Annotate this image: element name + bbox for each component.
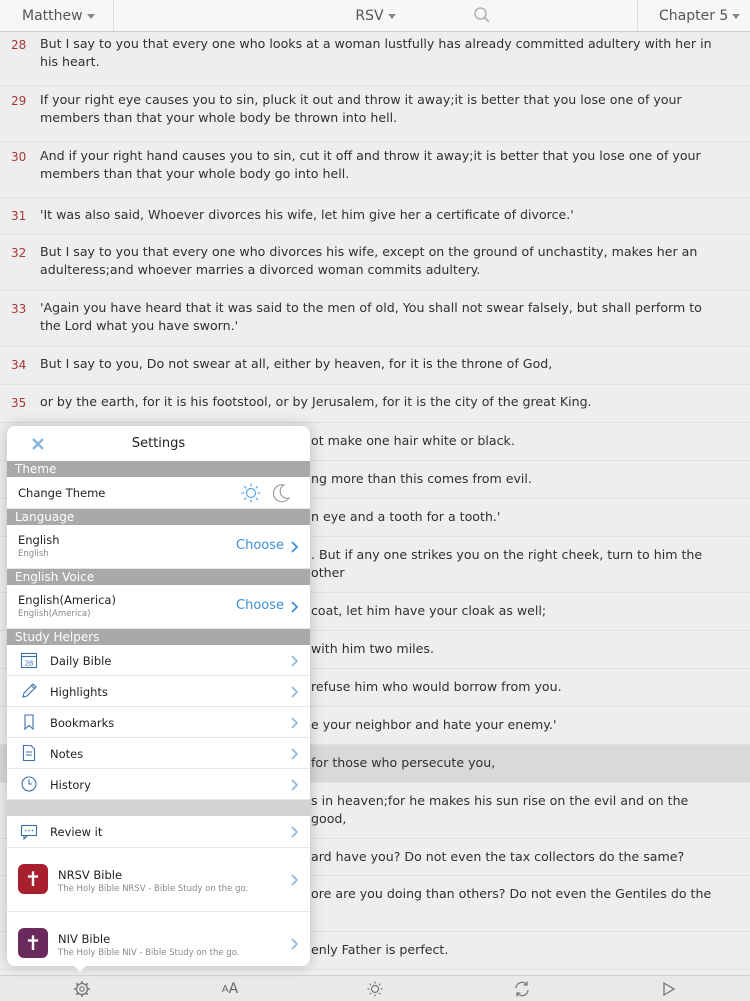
chevron-right-icon [291, 655, 298, 667]
language-sub: English [18, 549, 49, 559]
close-icon[interactable] [30, 436, 46, 452]
nrsv-bible-app-icon: ✝ [18, 864, 48, 894]
verse-text: But I say to you, Do not swear at all, either by heaven, for it is the throne of God, [40, 356, 553, 371]
font-size-button[interactable] [218, 979, 242, 999]
verse-text: for those who persecute you, [311, 755, 496, 770]
highlights-row[interactable] [7, 676, 310, 707]
verse-number: 35 [11, 396, 27, 410]
review-row[interactable] [7, 816, 310, 848]
sync-icon[interactable] [512, 979, 532, 999]
language-section-header: Language [7, 509, 310, 525]
notes-label: Notes [50, 747, 84, 761]
verse-text: with him two miles. [311, 641, 434, 656]
niv-bible-app-icon: ✝ [18, 928, 48, 958]
popover-arrow [70, 962, 90, 972]
play-icon[interactable] [658, 979, 678, 999]
language-row[interactable] [7, 525, 310, 569]
chevron-down-icon [388, 14, 396, 19]
voice-sub: English(America) [18, 609, 91, 619]
chevron-right-icon [291, 779, 298, 791]
search-icon[interactable] [472, 5, 492, 25]
voice-value: English(America) [18, 593, 116, 607]
history-label: History [50, 778, 91, 792]
notes-row[interactable] [7, 738, 310, 769]
verse-number: 34 [11, 358, 27, 372]
settings-header [7, 426, 310, 461]
chevron-right-icon [291, 748, 298, 760]
niv-app-subtitle: The Holy Bible NIV - Bible Study on the go. [58, 948, 240, 958]
calendar-icon [20, 651, 38, 669]
chevron-right-icon [291, 826, 298, 838]
verse-text: enly Father is perfect. [311, 942, 449, 957]
topbar-center [114, 0, 637, 31]
verse-text: n eye and a tooth for a tooth.' [311, 509, 501, 524]
chevron-right-icon [291, 601, 298, 613]
verse-text: or by the earth, for it is his footstool, or by Jerusalem, for it is the city of the great King. [40, 394, 592, 409]
sun-icon[interactable] [240, 482, 262, 504]
verse-text: If your right eye causes you to sin, pluck it out and throw it away;it is better that you lose one of your members than that your whole body be thrown into hell. [40, 92, 682, 125]
chapter-label: Chapter 5 [659, 7, 729, 24]
verse-text: 'It was also said, Whoever divorces his wife, let him give her a certificate of divorce.' [40, 207, 574, 222]
verse-number: 30 [11, 150, 27, 164]
niv-app-row[interactable] [7, 912, 310, 966]
font-size-small-glyph: A [221, 983, 229, 995]
daily-bible-row[interactable] [7, 645, 310, 676]
version-selector[interactable] [355, 8, 395, 24]
bookmarks-label: Bookmarks [50, 716, 115, 730]
section-spacer [7, 800, 310, 816]
top-navigation-bar [0, 0, 750, 32]
nrsv-app-row[interactable] [7, 848, 310, 912]
verse-text: s in heaven;for he makes his sun rise on the evil and on the good, [311, 793, 689, 826]
verse-text: ot make one hair white or black. [311, 433, 515, 448]
verse-text: ard have you? Do not even the tax collectors do the same? [311, 849, 685, 864]
book-label: Matthew [22, 7, 83, 24]
chevron-right-icon [291, 717, 298, 729]
language-choose-button[interactable]: Choose [236, 538, 284, 553]
bottom-toolbar [0, 975, 750, 1001]
verse-number: 29 [11, 94, 27, 108]
study-helpers-section-header: Study Helpers [7, 629, 310, 645]
gear-icon[interactable] [72, 979, 92, 999]
change-theme-label: Change Theme [18, 486, 106, 500]
verse-text: But I say to you that every one who divorces his wife, except on the ground of unchastity, makes her an adulteress;and whoever marries a divorced woman commits adultery. [40, 244, 698, 277]
verse-text: coat, let him have your cloak as well; [311, 603, 547, 618]
verse-text: . But if any one strikes you on the right cheek, turn to him the other [311, 547, 703, 580]
language-value: English [18, 533, 60, 547]
clock-icon [20, 775, 38, 793]
voice-choose-button[interactable]: Choose [236, 598, 284, 613]
verse-text: ng more than this comes from evil. [311, 471, 532, 486]
settings-popover [7, 426, 310, 966]
verse-number: 28 [11, 38, 27, 52]
notes-icon [20, 744, 38, 762]
verse-number: 32 [11, 246, 27, 260]
version-label: RSV [355, 7, 384, 24]
chevron-down-icon [87, 14, 95, 19]
calendar-day-text: 28 [24, 658, 34, 668]
verse-text: e your neighbor and hate your enemy.' [311, 717, 557, 732]
chevron-down-icon [732, 14, 740, 19]
verse-number: 31 [11, 209, 27, 223]
font-size-large-glyph: A [228, 981, 239, 997]
book-selector[interactable] [0, 0, 114, 31]
chevron-right-icon [291, 938, 298, 950]
brightness-icon[interactable] [365, 979, 385, 999]
moon-icon[interactable] [270, 482, 292, 504]
pencil-icon [20, 682, 38, 700]
chevron-right-icon [291, 874, 298, 886]
nrsv-app-title: NRSV Bible [58, 868, 123, 882]
chat-bubble-icon [20, 823, 38, 841]
verse-text: ore are you doing than others? Do not even the Gentiles do the [311, 886, 712, 901]
highlights-label: Highlights [50, 685, 108, 699]
niv-app-title: NIV Bible [58, 932, 111, 946]
verse-text: And if your right hand causes you to sin, cut it off and throw it away;it is better that you lose one of your members than that your whole body go into hell. [40, 148, 701, 181]
settings-title: Settings [131, 436, 186, 451]
chevron-right-icon [291, 541, 298, 553]
chapter-selector[interactable] [637, 0, 750, 31]
daily-bible-label: Daily Bible [50, 654, 112, 668]
review-label: Review it [50, 825, 103, 839]
bookmark-icon [20, 713, 38, 731]
verse-text: But I say to you that every one who looks at a woman lustfully has already committed adultery with her in his heart. [40, 36, 712, 69]
nrsv-app-subtitle: The Holy Bible NRSV - Bible Study on the go. [58, 884, 249, 894]
voice-section-header: English Voice [7, 569, 310, 585]
change-theme-row [7, 477, 310, 509]
verse-text: 'Again you have heard that it was said to the men of old, You shall not swear falsely, but shall perform to the Lord what you have sworn.' [40, 300, 702, 333]
voice-row[interactable] [7, 585, 310, 629]
history-row[interactable] [7, 769, 310, 800]
theme-section-header: Theme [7, 461, 310, 477]
verse-text: refuse him who would borrow from you. [311, 679, 562, 694]
bookmarks-row[interactable] [7, 707, 310, 738]
verse-number: 33 [11, 302, 27, 316]
chevron-right-icon [291, 686, 298, 698]
